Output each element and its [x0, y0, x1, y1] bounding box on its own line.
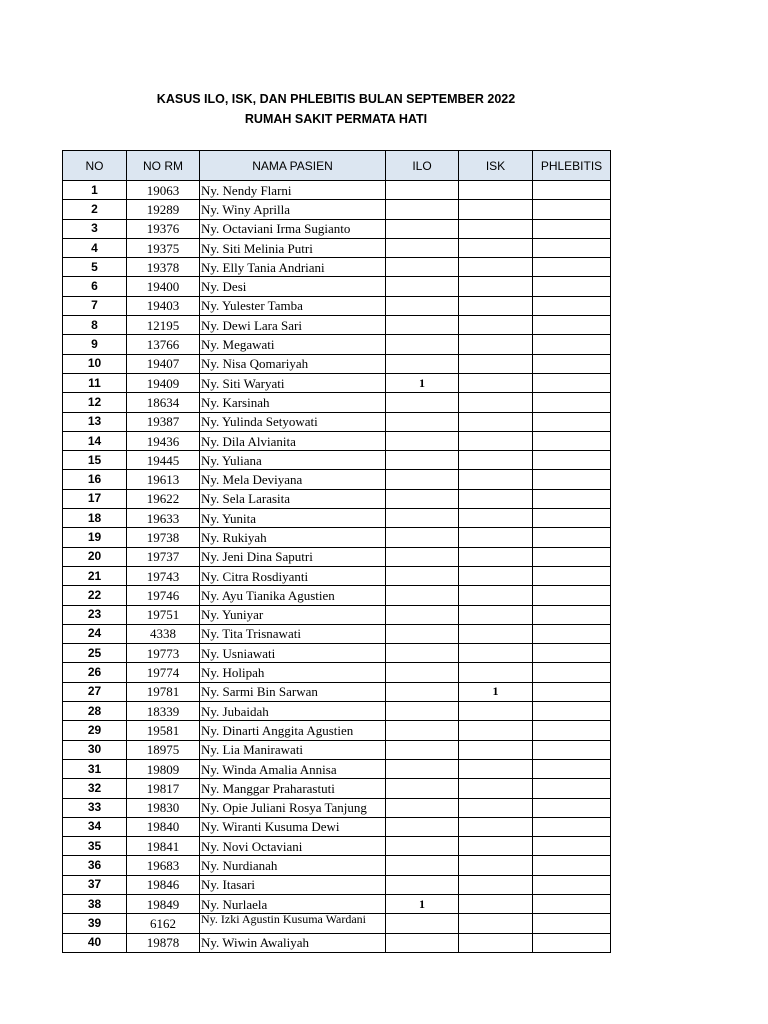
ilo-cell — [386, 181, 459, 200]
isk-cell — [459, 219, 533, 238]
ilo-cell — [386, 817, 459, 836]
isk-cell — [459, 644, 533, 663]
table-row — [63, 702, 611, 721]
patient-name-cell: Ny. Sarmi Bin Sarwan — [200, 682, 386, 701]
isk-cell: 1 — [459, 682, 533, 701]
phlebitis-cell — [533, 238, 611, 257]
row-number-cell: 15 — [63, 451, 127, 470]
medical-record-cell: 19633 — [127, 509, 200, 528]
table-row — [63, 277, 611, 296]
medical-record-cell: 19738 — [127, 528, 200, 547]
table-row — [63, 509, 611, 528]
isk-cell — [459, 451, 533, 470]
ilo-cell — [386, 431, 459, 450]
row-number-cell: 11 — [63, 373, 127, 392]
hospital-name: RUMAH SAKIT PERMATA HATI — [244, 112, 428, 126]
row-number-cell: 14 — [63, 431, 127, 450]
medical-record-cell: 19409 — [127, 373, 200, 392]
isk-cell — [459, 238, 533, 257]
table-row — [63, 181, 611, 200]
phlebitis-cell — [533, 702, 611, 721]
patient-name-cell: Ny. Izki Agustin Kusuma Wardani — [200, 914, 386, 933]
row-number-cell: 40 — [63, 933, 127, 952]
phlebitis-cell — [533, 431, 611, 450]
patient-name-cell: Ny. Manggar Praharastuti — [200, 779, 386, 798]
table-row — [63, 721, 611, 740]
table-row — [63, 238, 611, 257]
phlebitis-cell — [533, 856, 611, 875]
medical-record-cell: 6162 — [127, 914, 200, 933]
table-row — [63, 354, 611, 373]
header-isk: ISK — [459, 151, 533, 181]
ilo-cell — [386, 856, 459, 875]
phlebitis-cell — [533, 798, 611, 817]
patient-name-cell: Ny. Dila Alvianita — [200, 431, 386, 450]
isk-cell — [459, 547, 533, 566]
table-row — [63, 837, 611, 856]
isk-cell — [459, 296, 533, 315]
isk-cell — [459, 277, 533, 296]
row-number-cell: 37 — [63, 875, 127, 894]
table-row — [63, 663, 611, 682]
phlebitis-cell — [533, 875, 611, 894]
patient-name-cell: Ny. Holipah — [200, 663, 386, 682]
table-row — [63, 489, 611, 508]
patient-name-cell: Ny. Ayu Tianika Agustien — [200, 586, 386, 605]
table-row — [63, 586, 611, 605]
table-row — [63, 624, 611, 643]
phlebitis-cell — [533, 759, 611, 778]
patient-name-cell: Ny. Dewi Lara Sari — [200, 316, 386, 335]
medical-record-cell: 19683 — [127, 856, 200, 875]
patient-name-cell: Ny. Lia Manirawati — [200, 740, 386, 759]
row-number-cell: 34 — [63, 817, 127, 836]
table-row — [63, 296, 611, 315]
table-row — [63, 566, 611, 585]
row-number-cell: 26 — [63, 663, 127, 682]
patient-name-cell: Ny. Nurlaela — [200, 894, 386, 913]
row-number-cell: 2 — [63, 200, 127, 219]
patient-name-cell: Ny. Octaviani Irma Sugianto — [200, 219, 386, 238]
cases-table — [62, 150, 611, 953]
medical-record-cell: 19737 — [127, 547, 200, 566]
row-number-cell: 30 — [63, 740, 127, 759]
ilo-cell — [386, 258, 459, 277]
row-number-cell: 35 — [63, 837, 127, 856]
row-number-cell: 19 — [63, 528, 127, 547]
row-number-cell: 23 — [63, 605, 127, 624]
isk-cell — [459, 702, 533, 721]
phlebitis-cell — [533, 663, 611, 682]
phlebitis-cell — [533, 933, 611, 952]
medical-record-cell: 19378 — [127, 258, 200, 277]
phlebitis-cell — [533, 914, 611, 933]
phlebitis-cell — [533, 624, 611, 643]
patient-name-cell: Ny. Wiranti Kusuma Dewi — [200, 817, 386, 836]
ilo-cell — [386, 779, 459, 798]
patient-name-cell: Ny. Jubaidah — [200, 702, 386, 721]
medical-record-cell: 19743 — [127, 566, 200, 585]
row-number-cell: 25 — [63, 644, 127, 663]
phlebitis-cell — [533, 547, 611, 566]
phlebitis-cell — [533, 316, 611, 335]
table-body — [63, 181, 611, 953]
phlebitis-cell — [533, 412, 611, 431]
isk-cell — [459, 489, 533, 508]
isk-cell — [459, 431, 533, 450]
ilo-cell — [386, 277, 459, 296]
phlebitis-cell — [533, 181, 611, 200]
ilo-cell — [386, 200, 459, 219]
ilo-cell — [386, 219, 459, 238]
ilo-cell — [386, 393, 459, 412]
ilo-cell — [386, 296, 459, 315]
patient-name-cell: Ny. Usniawati — [200, 644, 386, 663]
ilo-cell — [386, 682, 459, 701]
row-number-cell: 38 — [63, 894, 127, 913]
row-number-cell: 3 — [63, 219, 127, 238]
table-row — [63, 875, 611, 894]
table-header-row — [63, 151, 611, 181]
isk-cell — [459, 586, 533, 605]
patient-name-cell: Ny. Nurdianah — [200, 856, 386, 875]
table-row — [63, 605, 611, 624]
medical-record-cell: 18975 — [127, 740, 200, 759]
medical-record-cell: 19387 — [127, 412, 200, 431]
phlebitis-cell — [533, 354, 611, 373]
phlebitis-cell — [533, 200, 611, 219]
row-number-cell: 24 — [63, 624, 127, 643]
row-number-cell: 9 — [63, 335, 127, 354]
phlebitis-cell — [533, 779, 611, 798]
isk-cell — [459, 373, 533, 392]
row-number-cell: 31 — [63, 759, 127, 778]
isk-cell — [459, 624, 533, 643]
medical-record-cell: 13766 — [127, 335, 200, 354]
phlebitis-cell — [533, 721, 611, 740]
medical-record-cell: 19407 — [127, 354, 200, 373]
medical-record-cell: 12195 — [127, 316, 200, 335]
isk-cell — [459, 393, 533, 412]
isk-cell — [459, 354, 533, 373]
row-number-cell: 4 — [63, 238, 127, 257]
ilo-cell — [386, 740, 459, 759]
table-row — [63, 528, 611, 547]
medical-record-cell: 19375 — [127, 238, 200, 257]
ilo-cell — [386, 759, 459, 778]
patient-name-cell: Ny. Citra Rosdiyanti — [200, 566, 386, 585]
phlebitis-cell — [533, 586, 611, 605]
phlebitis-cell — [533, 605, 611, 624]
phlebitis-cell — [533, 566, 611, 585]
table-row — [63, 894, 611, 913]
ilo-cell — [386, 335, 459, 354]
phlebitis-cell — [533, 528, 611, 547]
ilo-cell — [386, 702, 459, 721]
patient-name-cell: Ny. Elly Tania Andriani — [200, 258, 386, 277]
medical-record-cell: 19774 — [127, 663, 200, 682]
medical-record-cell: 19878 — [127, 933, 200, 952]
medical-record-cell: 19841 — [127, 837, 200, 856]
phlebitis-cell — [533, 740, 611, 759]
ilo-cell — [386, 644, 459, 663]
isk-cell — [459, 335, 533, 354]
isk-cell — [459, 894, 533, 913]
isk-cell — [459, 605, 533, 624]
table-row — [63, 547, 611, 566]
header-phlebitis: PHLEBITIS — [533, 151, 611, 181]
ilo-cell — [386, 316, 459, 335]
medical-record-cell: 19436 — [127, 431, 200, 450]
isk-cell — [459, 181, 533, 200]
row-number-cell: 36 — [63, 856, 127, 875]
patient-name-cell: Ny. Wiwin Awaliyah — [200, 933, 386, 952]
medical-record-cell: 19581 — [127, 721, 200, 740]
row-number-cell: 28 — [63, 702, 127, 721]
medical-record-cell: 18634 — [127, 393, 200, 412]
medical-record-cell: 19613 — [127, 470, 200, 489]
patient-name-cell: Ny. Karsinah — [200, 393, 386, 412]
ilo-cell — [386, 528, 459, 547]
ilo-cell — [386, 238, 459, 257]
row-number-cell: 21 — [63, 566, 127, 585]
medical-record-cell: 19846 — [127, 875, 200, 894]
isk-cell — [459, 509, 533, 528]
header-no: NO — [63, 151, 127, 181]
phlebitis-cell — [533, 296, 611, 315]
medical-record-cell: 19809 — [127, 759, 200, 778]
patient-name-cell: Ny. Yulester Tamba — [200, 296, 386, 315]
patient-name-cell: Ny. Siti Waryati — [200, 373, 386, 392]
patient-name-cell: Ny. Mela Deviyana — [200, 470, 386, 489]
patient-name-cell: Ny. Yuniyar — [200, 605, 386, 624]
medical-record-cell: 19746 — [127, 586, 200, 605]
phlebitis-cell — [533, 470, 611, 489]
patient-name-cell: Ny. Rukiyah — [200, 528, 386, 547]
patient-name-cell: Ny. Siti Melinia Putri — [200, 238, 386, 257]
patient-name-cell: Ny. Yunita — [200, 509, 386, 528]
row-number-cell: 22 — [63, 586, 127, 605]
phlebitis-cell — [533, 489, 611, 508]
phlebitis-cell — [533, 644, 611, 663]
isk-cell — [459, 779, 533, 798]
row-number-cell: 12 — [63, 393, 127, 412]
medical-record-cell: 4338 — [127, 624, 200, 643]
ilo-cell — [386, 875, 459, 894]
medical-record-cell: 19830 — [127, 798, 200, 817]
medical-record-cell: 19849 — [127, 894, 200, 913]
table-row — [63, 914, 611, 933]
row-number-cell: 20 — [63, 547, 127, 566]
medical-record-cell: 19751 — [127, 605, 200, 624]
ilo-cell — [386, 798, 459, 817]
isk-cell — [459, 721, 533, 740]
medical-record-cell: 19289 — [127, 200, 200, 219]
isk-cell — [459, 528, 533, 547]
table-row — [63, 740, 611, 759]
table-row — [63, 682, 611, 701]
row-number-cell: 6 — [63, 277, 127, 296]
ilo-cell — [386, 470, 459, 489]
table-row — [63, 219, 611, 238]
row-number-cell: 17 — [63, 489, 127, 508]
table-row — [63, 644, 611, 663]
row-number-cell: 1 — [63, 181, 127, 200]
phlebitis-cell — [533, 219, 611, 238]
patient-name-cell: Ny. Nendy Flarni — [200, 181, 386, 200]
patient-name-cell: Ny. Tita Trisnawati — [200, 624, 386, 643]
isk-cell — [459, 759, 533, 778]
ilo-cell — [386, 451, 459, 470]
medical-record-cell: 19773 — [127, 644, 200, 663]
row-number-cell: 13 — [63, 412, 127, 431]
isk-cell — [459, 914, 533, 933]
ilo-cell — [386, 412, 459, 431]
header-nama-pasien: NAMA PASIEN — [200, 151, 386, 181]
row-number-cell: 32 — [63, 779, 127, 798]
medical-record-cell: 19840 — [127, 817, 200, 836]
row-number-cell: 8 — [63, 316, 127, 335]
phlebitis-cell — [533, 335, 611, 354]
ilo-cell — [386, 509, 459, 528]
table-row — [63, 335, 611, 354]
phlebitis-cell — [533, 258, 611, 277]
isk-cell — [459, 933, 533, 952]
row-number-cell: 27 — [63, 682, 127, 701]
isk-cell — [459, 258, 533, 277]
table-row — [63, 798, 611, 817]
medical-record-cell: 19400 — [127, 277, 200, 296]
ilo-cell — [386, 566, 459, 585]
medical-record-cell: 19622 — [127, 489, 200, 508]
ilo-cell — [386, 605, 459, 624]
isk-cell — [459, 412, 533, 431]
isk-cell — [459, 740, 533, 759]
table-row — [63, 856, 611, 875]
patient-name-cell: Ny. Winda Amalia Annisa — [200, 759, 386, 778]
ilo-cell — [386, 586, 459, 605]
ilo-cell — [386, 624, 459, 643]
isk-cell — [459, 470, 533, 489]
table-row — [63, 373, 611, 392]
table-row — [63, 393, 611, 412]
isk-cell — [459, 856, 533, 875]
medical-record-cell: 18339 — [127, 702, 200, 721]
ilo-cell — [386, 933, 459, 952]
table-row — [63, 933, 611, 952]
ilo-cell — [386, 914, 459, 933]
ilo-cell — [386, 663, 459, 682]
isk-cell — [459, 200, 533, 219]
phlebitis-cell — [533, 682, 611, 701]
phlebitis-cell — [533, 509, 611, 528]
row-number-cell: 39 — [63, 914, 127, 933]
phlebitis-cell — [533, 277, 611, 296]
isk-cell — [459, 663, 533, 682]
phlebitis-cell — [533, 373, 611, 392]
isk-cell — [459, 798, 533, 817]
phlebitis-cell — [533, 393, 611, 412]
ilo-cell — [386, 837, 459, 856]
table-row — [63, 200, 611, 219]
isk-cell — [459, 566, 533, 585]
ilo-cell: 1 — [386, 373, 459, 392]
patient-name-cell: Ny. Yulinda Setyowati — [200, 412, 386, 431]
document-title: KASUS ILO, ISK, DAN PHLEBITIS BULAN SEPTEMBER 2022 — [156, 92, 516, 106]
row-number-cell: 33 — [63, 798, 127, 817]
table-row — [63, 817, 611, 836]
ilo-cell — [386, 721, 459, 740]
medical-record-cell: 19445 — [127, 451, 200, 470]
ilo-cell — [386, 354, 459, 373]
phlebitis-cell — [533, 451, 611, 470]
patient-name-cell: Ny. Sela Larasita — [200, 489, 386, 508]
table-row — [63, 470, 611, 489]
patient-name-cell: Ny. Winy Aprilla — [200, 200, 386, 219]
medical-record-cell: 19817 — [127, 779, 200, 798]
row-number-cell: 7 — [63, 296, 127, 315]
phlebitis-cell — [533, 817, 611, 836]
ilo-cell — [386, 489, 459, 508]
isk-cell — [459, 316, 533, 335]
row-number-cell: 5 — [63, 258, 127, 277]
row-number-cell: 16 — [63, 470, 127, 489]
table-row — [63, 431, 611, 450]
patient-name-cell: Ny. Jeni Dina Saputri — [200, 547, 386, 566]
medical-record-cell: 19781 — [127, 682, 200, 701]
isk-cell — [459, 837, 533, 856]
table-row — [63, 412, 611, 431]
isk-cell — [459, 875, 533, 894]
patient-name-cell: Ny. Itasari — [200, 875, 386, 894]
patient-name-cell: Ny. Megawati — [200, 335, 386, 354]
patient-name-cell: Ny. Opie Juliani Rosya Tanjung — [200, 798, 386, 817]
patient-name-cell: Ny. Dinarti Anggita Agustien — [200, 721, 386, 740]
medical-record-cell: 19376 — [127, 219, 200, 238]
ilo-cell — [386, 547, 459, 566]
phlebitis-cell — [533, 837, 611, 856]
row-number-cell: 10 — [63, 354, 127, 373]
ilo-cell: 1 — [386, 894, 459, 913]
header-no-rm: NO RM — [127, 151, 200, 181]
table-row — [63, 779, 611, 798]
medical-record-cell: 19063 — [127, 181, 200, 200]
row-number-cell: 29 — [63, 721, 127, 740]
patient-name-cell: Ny. Novi Octaviani — [200, 837, 386, 856]
header-ilo: ILO — [386, 151, 459, 181]
table-row — [63, 258, 611, 277]
table-row — [63, 759, 611, 778]
row-number-cell: 18 — [63, 509, 127, 528]
patient-name-cell: Ny. Nisa Qomariyah — [200, 354, 386, 373]
table-row — [63, 451, 611, 470]
patient-name-cell: Ny. Yuliana — [200, 451, 386, 470]
table-row — [63, 316, 611, 335]
phlebitis-cell — [533, 894, 611, 913]
patient-name-cell: Ny. Desi — [200, 277, 386, 296]
medical-record-cell: 19403 — [127, 296, 200, 315]
isk-cell — [459, 817, 533, 836]
